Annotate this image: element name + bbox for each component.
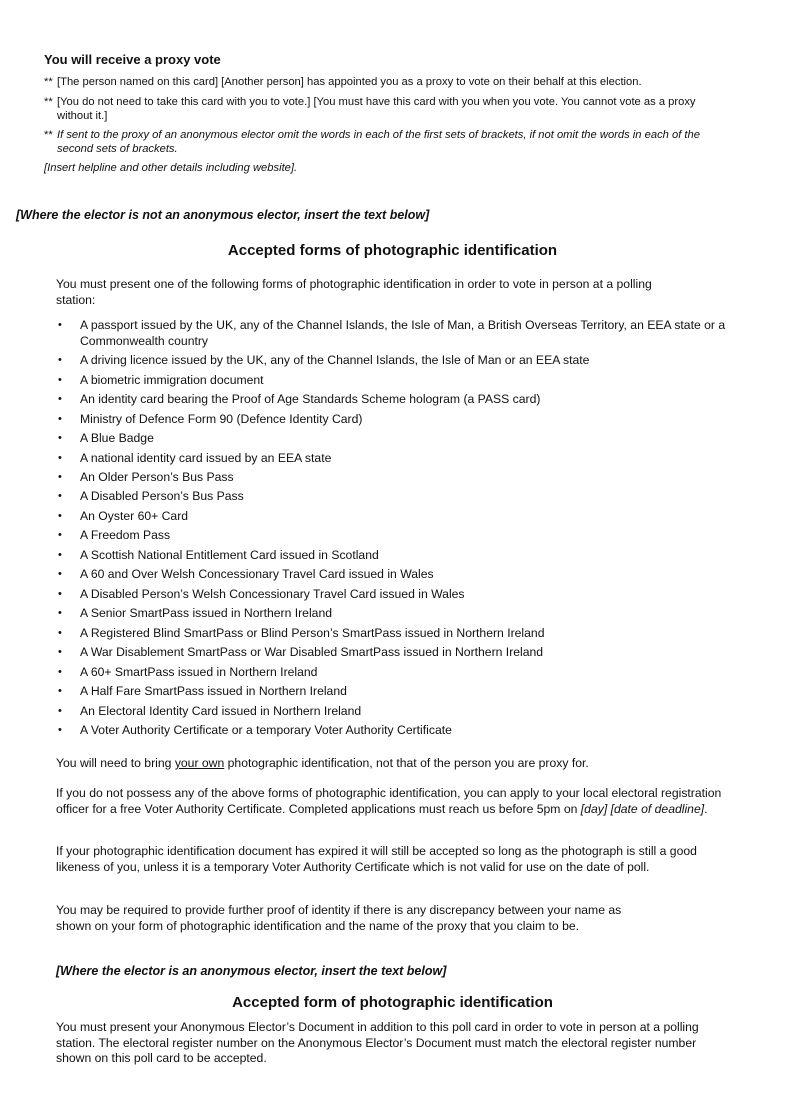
photo-id-list-item bbox=[56, 392, 728, 408]
photo-id-item-text: A Disabled Person’s Welsh Concessionary Travel Card issued in Wales bbox=[80, 586, 465, 601]
photo-id-item-text: An Electoral Identity Card issued in Northern Ireland bbox=[80, 703, 362, 718]
bullet-marker: • bbox=[58, 490, 62, 503]
no-id-end: . bbox=[704, 801, 708, 816]
photo-id-item-text: A Voter Authority Certificate or a temporary Voter Authority Certificate bbox=[80, 723, 452, 738]
photo-id-list-item bbox=[56, 723, 728, 739]
proxy-note-2 bbox=[44, 96, 724, 123]
photo-id-list-item bbox=[56, 528, 728, 544]
bullet-marker: • bbox=[58, 432, 62, 445]
bullet-marker: • bbox=[58, 393, 62, 406]
photo-id-list-item bbox=[56, 489, 728, 505]
anonymous-id-paragraph: You must present your Anonymous Elector’s Document in addition to this poll card in order to vote in person at a polling station. The electoral register number on the Anonymous Elector’s Document must match the electoral register number shown on this poll card to be accepted. bbox=[56, 1020, 699, 1066]
bullet-marker: • bbox=[58, 626, 62, 639]
photo-id-list-item bbox=[56, 704, 728, 720]
own-id-emphasis: your own bbox=[174, 756, 225, 770]
photo-id-item-text: An identity card bearing the Proof of Age Standards Scheme hologram (a PASS card) bbox=[80, 392, 541, 407]
no-id-paragraph bbox=[56, 786, 728, 817]
photo-id-item-text: A Disabled Person’s Bus Pass bbox=[80, 489, 244, 504]
photo-id-item-text: A Registered Blind SmartPass or Blind Person’s SmartPass issued in Northern Ireland bbox=[80, 625, 545, 640]
photo-id-list-item bbox=[56, 373, 728, 389]
photo-id-list-item bbox=[56, 606, 728, 622]
proxy-vote-heading: You will receive a proxy vote bbox=[44, 52, 221, 67]
bullet-marker: • bbox=[58, 685, 62, 698]
photo-id-item-text: A 60 and Over Welsh Concessionary Travel Card issued in Wales bbox=[80, 567, 434, 582]
bullet-marker: • bbox=[58, 646, 62, 659]
bullet-marker: • bbox=[58, 607, 62, 620]
own-id-paragraph bbox=[56, 756, 728, 772]
photo-id-list-item bbox=[56, 665, 728, 681]
photo-id-list-item bbox=[56, 509, 728, 525]
bullet-marker: • bbox=[58, 412, 62, 425]
photo-id-item-text: A Scottish National Entitlement Card issued in Scotland bbox=[80, 547, 379, 562]
photo-id-list-item bbox=[56, 353, 728, 369]
photo-id-item-text: A Freedom Pass bbox=[80, 528, 171, 543]
photo-id-item-text: A Blue Badge bbox=[80, 431, 154, 446]
photo-id-item-text: An Oyster 60+ Card bbox=[80, 508, 189, 523]
section-title-anonymous: Accepted form of photographic identification bbox=[232, 994, 553, 1011]
own-id-text-after: photographic identification, not that of the person you are proxy for. bbox=[224, 756, 589, 770]
instruction-not-anonymous: [Where the elector is not an anonymous elector, insert the text below] bbox=[16, 208, 430, 222]
photo-id-item-text: A biometric immigration document bbox=[80, 372, 264, 387]
photo-id-item-text: Ministry of Defence Form 90 (Defence Identity Card) bbox=[80, 411, 363, 426]
photo-id-item-text: A national identity card issued by an EEA state bbox=[80, 450, 332, 465]
photo-id-item-text: An Older Person’s Bus Pass bbox=[80, 469, 234, 484]
bullet-marker: • bbox=[58, 568, 62, 581]
photo-id-list-item bbox=[56, 626, 728, 642]
photo-id-item-text: A Half Fare SmartPass issued in Northern Ireland bbox=[80, 684, 347, 699]
no-id-text: If you do not possess any of the above forms of photographic identification, you can apply to your local electoral registration officer for a free Voter Authority Certificate. Completed applications must reach us before 5pm on bbox=[56, 786, 722, 816]
photo-id-intro: You must present one of the following forms of photographic identification in order to vote in person at a polling station: bbox=[56, 277, 652, 307]
photo-id-item-text: A passport issued by the UK, any of the Channel Islands, the Isle of Man, a British Overseas Territory, an EEA state or a Commonwealth country bbox=[80, 318, 726, 348]
note-text: [The person named on this card] [Another person] has appointed you as a proxy to vote on their behalf at this election. bbox=[57, 76, 642, 88]
helpline-placeholder: [Insert helpline and other details including website]. bbox=[44, 162, 298, 174]
bullet-marker: • bbox=[58, 373, 62, 386]
bullet-marker: • bbox=[58, 587, 62, 600]
note-marker: ** bbox=[44, 76, 53, 88]
photo-id-list-item bbox=[56, 684, 728, 700]
bullet-marker: • bbox=[58, 529, 62, 542]
photo-id-list-item bbox=[56, 431, 728, 447]
photo-id-list-item bbox=[56, 548, 728, 564]
photo-id-list-item bbox=[56, 567, 728, 583]
bullet-marker: • bbox=[58, 470, 62, 483]
photo-id-list-item bbox=[56, 587, 728, 603]
deadline-placeholder: [day] [date of deadline] bbox=[580, 801, 705, 816]
expired-id-paragraph: If your photographic identification document has expired it will still be accepted so long as the photograph is still a good likeness of you, unless it is a temporary Voter Authority Certificate which is not valid for use on the date of poll. bbox=[56, 844, 697, 874]
discrepancy-paragraph: You may be required to provide further proof of identity if there is any discrepancy between your name as shown on your form of photographic identification and the name of the proxy that you claim to be. bbox=[56, 903, 622, 933]
bullet-marker: • bbox=[58, 354, 62, 367]
bullet-marker: • bbox=[58, 665, 62, 678]
note-marker: ** bbox=[44, 129, 53, 141]
photo-id-list-item bbox=[56, 645, 728, 661]
note-text: [You do not need to take this card with you to vote.] [You must have this card with you when you vote. You cannot vote as a proxy without it.] bbox=[57, 96, 696, 122]
bullet-marker: • bbox=[58, 704, 62, 717]
photo-id-item-text: A driving licence issued by the UK, any of the Channel Islands, the Isle of Man or an EEA state bbox=[80, 353, 590, 368]
bullet-marker: • bbox=[58, 451, 62, 464]
own-id-text-before: You will need to bring bbox=[56, 756, 175, 770]
proxy-note-1 bbox=[44, 76, 724, 90]
instruction-anonymous: [Where the elector is an anonymous elector, insert the text below] bbox=[56, 964, 447, 978]
bullet-marker: • bbox=[58, 548, 62, 561]
bullet-marker: • bbox=[58, 509, 62, 522]
photo-id-item-text: A Senior SmartPass issued in Northern Ireland bbox=[80, 606, 332, 621]
note-marker: ** bbox=[44, 96, 53, 108]
photo-id-list-item bbox=[56, 318, 728, 349]
proxy-note-3 bbox=[44, 129, 734, 156]
photo-id-list-item bbox=[56, 451, 728, 467]
photo-id-list-item bbox=[56, 412, 728, 428]
photo-id-list bbox=[56, 318, 728, 743]
note-text: If sent to the proxy of an anonymous elector omit the words in each of the first sets of brackets, if not omit the words in each of the second sets of brackets. bbox=[57, 129, 700, 155]
photo-id-item-text: A 60+ SmartPass issued in Northern Ireland bbox=[80, 664, 318, 679]
bullet-marker: • bbox=[58, 319, 62, 331]
bullet-marker: • bbox=[58, 724, 62, 737]
photo-id-item-text: A War Disablement SmartPass or War Disabled SmartPass issued in Northern Ireland bbox=[80, 645, 544, 660]
section-title-photo-id: Accepted forms of photographic identification bbox=[227, 242, 558, 259]
photo-id-list-item bbox=[56, 470, 728, 486]
